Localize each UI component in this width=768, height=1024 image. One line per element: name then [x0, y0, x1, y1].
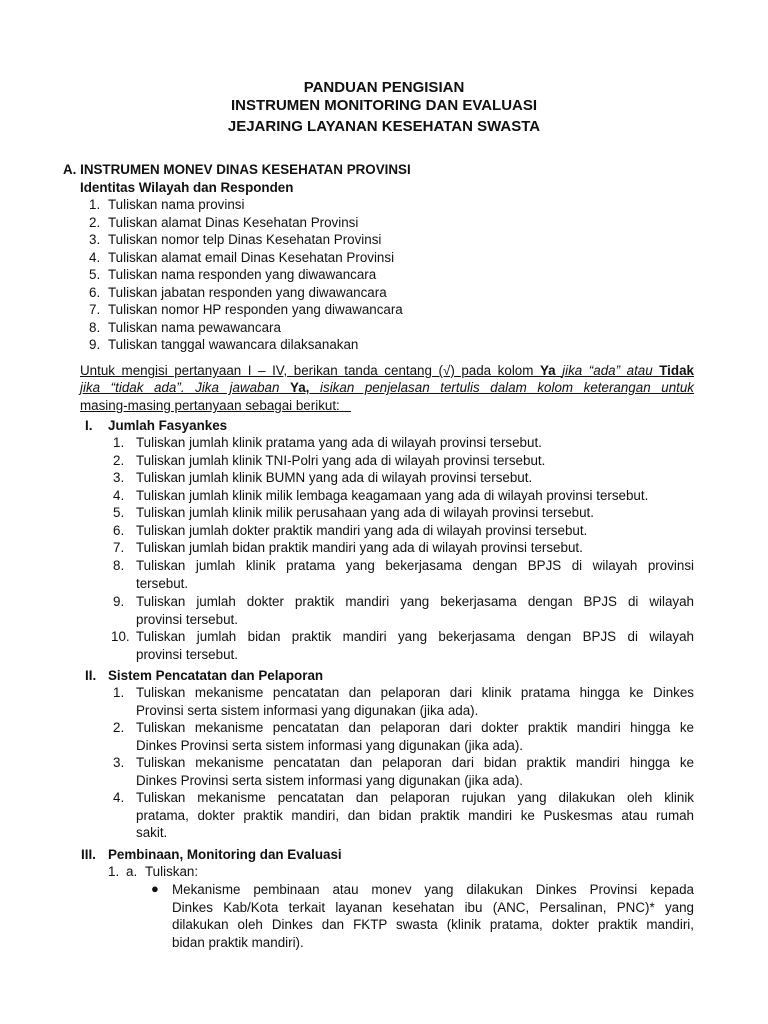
doc-title-line3: JEJARING LAYANAN KESEHATAN SWASTA: [227, 118, 541, 135]
list-item: Tuliskan mekanisme pencatatan dan pelaporan dari bidan praktik mandiri hingga ke: [136, 755, 694, 770]
list-item-continuation: sakit.: [136, 825, 168, 840]
list-item-continuation: Dinkes Provinsi serta sistem informasi yang digunakan (jika ada).: [136, 773, 524, 788]
list-item-number: 9.: [113, 594, 125, 609]
bullet-line-2: Dinkes Kab/Kota terkait layanan kesehatan ibu (ANC, Persalinan, PNC)* yang: [172, 900, 694, 915]
list-item: Tuliskan mekanisme pencatatan dan pelaporan dari dokter praktik mandiri hingga ke: [136, 720, 694, 735]
list-item: Tuliskan tanggal wawancara dilaksanakan: [108, 337, 359, 352]
list-item-number: 8.: [113, 558, 125, 573]
list-item-number: 3.: [113, 755, 125, 770]
list-item: Tuliskan jumlah klinik pratama yang bekerjasama dengan BPJS di wilayah provinsi: [136, 558, 694, 573]
section-2-title: Sistem Pencatatan dan Pelaporan: [108, 668, 324, 683]
list-item-number: 6.: [113, 523, 125, 538]
list-item: Tuliskan nomor HP responden yang diwawancara: [108, 302, 403, 317]
list-item: Tuliskan jumlah klinik TNI-Polri yang ada di wilayah provinsi tersebut.: [136, 453, 546, 468]
bullet-line-4: bidan praktik mandiri).: [172, 935, 304, 950]
bullet-icon: ●: [151, 881, 159, 896]
list-item-continuation: provinsi tersebut.: [136, 647, 238, 662]
list-item-number: 10.: [111, 629, 130, 644]
list-item-number: 1.: [108, 864, 120, 879]
list-item-number: 4.: [113, 790, 125, 805]
list-item-number: 7.: [113, 540, 125, 555]
list-item: Tuliskan jumlah dokter praktik mandiri yang ada di wilayah provinsi tersebut.: [136, 523, 588, 538]
doc-title-line2: INSTRUMEN MONITORING DAN EVALUASI: [230, 97, 538, 114]
instruction-line-3: masing-masing pertanyaan sebagai berikut:: [80, 398, 340, 413]
list-item: Tuliskan jumlah klinik BUMN yang ada di wilayah provinsi tersebut.: [136, 470, 533, 485]
list-item: Tuliskan jumlah dokter praktik mandiri yang bekerjasama dengan BPJS di wilayah: [136, 594, 694, 609]
doc-title-line1: PANDUAN PENGISIAN: [303, 79, 465, 96]
list-item-number: 5.: [89, 267, 101, 282]
list-item-number: 3.: [89, 232, 101, 247]
list-item-number: 9.: [89, 337, 101, 352]
list-item: Tuliskan nama provinsi: [108, 197, 245, 212]
list-item-continuation: pratama, dokter praktik mandiri, dan bidan praktik mandiri ke Puskesmas atau rumah: [136, 808, 694, 823]
list-item-number: 4.: [89, 250, 101, 265]
list-item-continuation: tersebut.: [136, 576, 189, 591]
list-item: Tuliskan nomor telp Dinas Kesehatan Provinsi: [108, 232, 382, 247]
list-item-number: 2.: [89, 215, 101, 230]
section-3-roman: III.: [81, 847, 96, 862]
list-item-number: 5.: [113, 505, 125, 520]
section-1-roman: I.: [85, 418, 93, 433]
list-item-subletter: a.: [126, 864, 138, 879]
section-1-title: Jumlah Fasyankes: [108, 418, 228, 433]
list-item: Tuliskan jumlah klinik milik lembaga keagamaan yang ada di wilayah provinsi tersebut.: [136, 488, 649, 503]
list-item: Tuliskan jumlah bidan praktik mandiri yang bekerjasama dengan BPJS di wilayah: [136, 629, 694, 644]
list-item-continuation: Dinkes Provinsi serta sistem informasi yang digunakan (jika ada).: [136, 738, 524, 753]
list-item: Tuliskan jabatan responden yang diwawancara: [108, 285, 387, 300]
section-a-heading: A. INSTRUMEN MONEV DINAS KESEHATAN PROVINSI: [63, 162, 411, 177]
list-item-number: 8.: [89, 320, 101, 335]
list-item-number: 1.: [89, 197, 101, 212]
list-item: Tuliskan jumlah klinik milik perusahaan yang ada di wilayah provinsi tersebut.: [136, 505, 594, 520]
section-a-subheading: Identitas Wilayah dan Responden: [80, 180, 294, 195]
list-item: Tuliskan jumlah klinik pratama yang ada di wilayah provinsi tersebut.: [136, 435, 542, 450]
instruction-line-2: jika “tidak ada”. Jika jawaban Ya, isikan penjelasan tertulis dalam kolom keterangan untuk: [80, 380, 694, 395]
bullet-line-3: dilakukan oleh Dinkes dan FKTP swasta (klinik pratama, dokter praktik mandiri,: [172, 917, 694, 932]
list-item-label: Tuliskan:: [145, 864, 199, 879]
list-item-continuation: provinsi tersebut.: [136, 612, 238, 627]
section-2-roman: II.: [85, 668, 97, 683]
list-item-number: 2.: [113, 720, 125, 735]
list-item-number: 2.: [113, 453, 125, 468]
bullet-line-1: Mekanisme pembinaan atau monev yang dilakukan Dinkes Provinsi kepada: [172, 882, 694, 897]
list-item: Tuliskan alamat email Dinas Kesehatan Provinsi: [108, 250, 395, 265]
list-item-number: 3.: [113, 470, 125, 485]
list-item-number: 1.: [113, 435, 125, 450]
instruction-line-1: Untuk mengisi pertanyaan I – IV, berikan tanda centang (√) pada kolom Ya jika “ada” atau Tidak: [80, 363, 694, 378]
list-item-number: 1.: [113, 685, 125, 700]
list-item: Tuliskan mekanisme pencatatan dan pelaporan dari klinik pratama hingga ke Dinkes: [136, 685, 694, 700]
list-item: Tuliskan nama responden yang diwawancara: [108, 267, 377, 282]
list-item: Tuliskan nama pewawancara: [108, 320, 281, 335]
list-item: Tuliskan alamat Dinas Kesehatan Provinsi: [108, 215, 359, 230]
list-item-continuation: Provinsi serta sistem informasi yang digunakan (jika ada).: [136, 703, 479, 718]
list-item: Tuliskan jumlah bidan praktik mandiri yang ada di wilayah provinsi tersebut.: [136, 540, 583, 555]
list-item-number: 7.: [89, 302, 101, 317]
list-item-number: 6.: [89, 285, 101, 300]
section-3-title: Pembinaan, Monitoring dan Evaluasi: [108, 847, 342, 862]
list-item-number: 4.: [113, 488, 125, 503]
list-item: Tuliskan mekanisme pencatatan dan pelaporan rujukan yang dilakukan oleh klinik: [136, 790, 694, 805]
